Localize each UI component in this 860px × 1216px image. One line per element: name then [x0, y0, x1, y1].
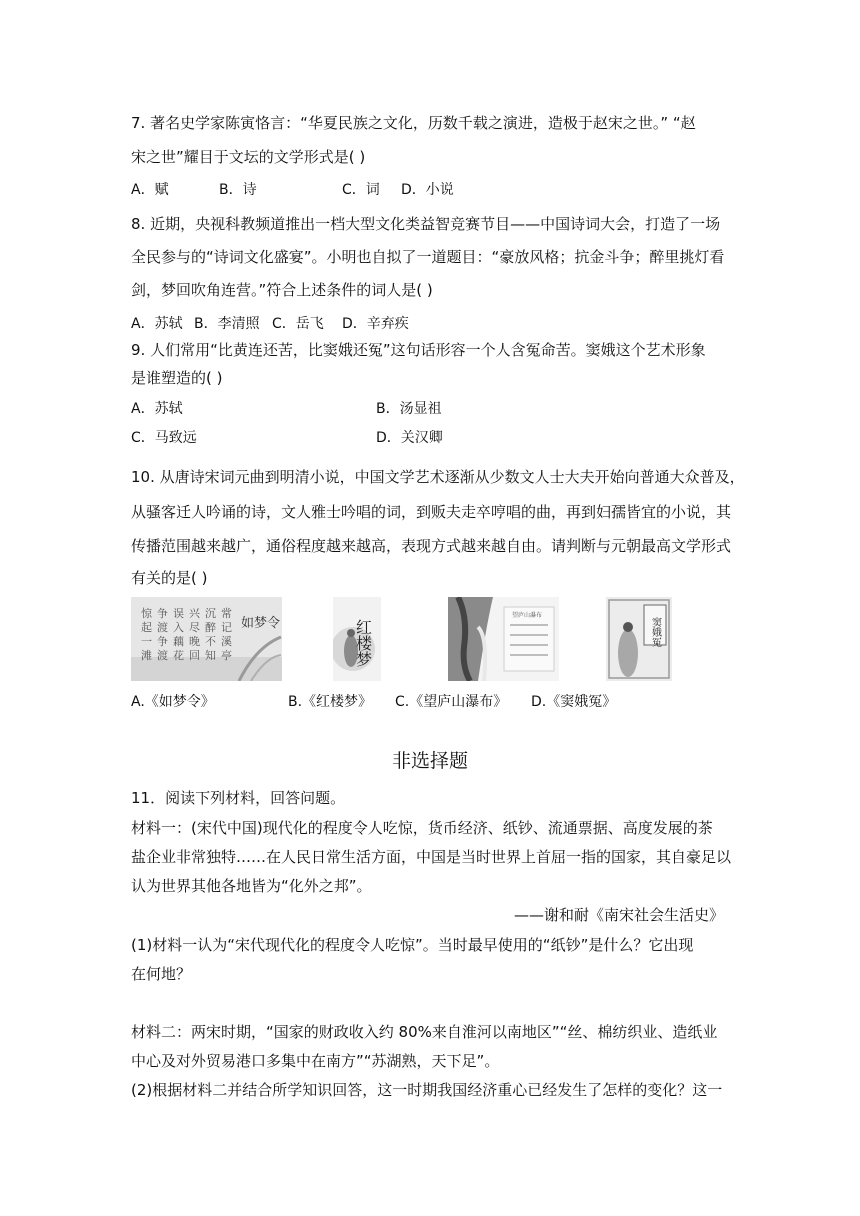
q8-option-c: C．岳飞 — [272, 316, 324, 332]
q10-stem-line3: 传播范围越来越广，通俗程度越来越高，表现方式越来越自由。请判断与元朝最高文学形式 — [131, 537, 732, 555]
svg-text:兴: 兴 — [189, 607, 200, 620]
svg-text:醉: 醉 — [205, 621, 216, 634]
rumengling-image — [131, 597, 282, 681]
q11-sub1-line2: 在何地？ — [131, 965, 192, 983]
svg-text:惊: 惊 — [141, 607, 152, 620]
q11-material1-source: ——谢和耐《南宋社会生活史》 — [513, 906, 724, 924]
svg-text:常: 常 — [221, 607, 232, 620]
svg-text:争: 争 — [157, 635, 168, 648]
q9-stem-line2: 是谁塑造的( ) — [131, 369, 223, 387]
q11-sub1-line1: (1)材料一认为“宋代现代化的程度令人吃惊”。当时最早使用的“纸钞”是什么？它出现 — [131, 936, 694, 954]
q8-option-b: B．李清照 — [194, 316, 260, 332]
svg-text:一: 一 — [141, 635, 152, 648]
svg-text:藕: 藕 — [173, 635, 184, 648]
svg-text:渡: 渡 — [157, 649, 168, 662]
q11-material1-line1: 材料一：(宋代中国)现代化的程度令人吃惊，货币经济、纸钞、流通票据、高度发展的茶 — [131, 819, 713, 837]
svg-text:回: 回 — [189, 649, 200, 662]
q10-stem-line2: 从骚客迁人吟诵的诗，文人雅士吟唱的词，到贩夫走卒哼唱的曲，再到妇孺皆宜的小说，其 — [131, 503, 732, 521]
q7-stem-line2: 宋之世”耀目于文坛的文学形式是( ) — [131, 148, 366, 166]
svg-text:沉: 沉 — [205, 607, 216, 620]
q7-stem-line1: 7. 著名史学家陈寅恪言：“华夏民族之文化，历数千载之演进，造极于赵宋之世。” “赵 — [131, 114, 696, 132]
q9-option-d: D．关汉卿 — [376, 430, 443, 446]
q11-material1-line2: 盐企业非常独特……在人民日常生活方面，中国是当时世界上首屈一指的国家，其自豪足以 — [131, 848, 732, 866]
q8-stem-line1: 8. 近期，央视科教频道推出一档大型文化类益智竞赛节目——中国诗词大会，打造了一场 — [131, 215, 721, 233]
svg-text:误: 误 — [173, 607, 184, 620]
svg-text:不: 不 — [205, 635, 216, 648]
q7-option-c: C．词 — [342, 182, 380, 198]
q11-material2-line1: 材料二：两宋时期，“国家的财政收入约 80%来自淮河以南地区”“丝、棉纺织业、造纸业 — [131, 1023, 718, 1041]
svg-text:记: 记 — [221, 621, 232, 634]
svg-text:花: 花 — [173, 649, 184, 662]
svg-text:晚: 晚 — [189, 635, 200, 648]
svg-text:滩: 滩 — [141, 649, 152, 662]
q10-stem-line1: 10. 从唐诗宋词元曲到明清小说，中国文学艺术逐渐从少数文人士大夫开始向普通大众普及， — [131, 468, 745, 486]
q9-option-c: C．马致远 — [131, 430, 197, 446]
dou-e-yuan-title-text: 窦娥冤 — [649, 617, 661, 647]
q8-option-a: A．苏轼 — [131, 316, 183, 332]
svg-text:亭: 亭 — [221, 649, 232, 662]
q7-option-d: D．小说 — [401, 182, 454, 198]
q11-sub2-line1: (2)根据材料二并结合所学知识回答，这一时期我国经济重心已经发生了怎样的变化？这一 — [131, 1081, 723, 1099]
rumengling-title-text: 如梦令 — [241, 616, 281, 631]
q11-material2-line2: 中心及对外贸易港口多集中在南方”“苏湖熟，天下足”。 — [131, 1052, 500, 1070]
svg-text:溪: 溪 — [221, 635, 232, 648]
q7-option-a: A．赋 — [131, 182, 169, 198]
q11-intro: 11．阅读下列材料，回答问题。 — [131, 789, 346, 807]
q9-stem-line1: 9. 人们常用“比黄连还苦，比窦娥还冤”这句话形容一个人含冤命苦。窦娥这个艺术形象 — [131, 341, 706, 359]
svg-text:渡: 渡 — [157, 621, 168, 634]
q10-stem-line4: 有关的是( ) — [131, 569, 208, 587]
q8-stem-line3: 剑，梦回吹角连营。”符合上述条件的词人是( ) — [131, 281, 433, 299]
q9-option-b: B．汤显祖 — [376, 401, 442, 417]
svg-text:知: 知 — [205, 649, 216, 662]
hongloumeng-title-text: 红楼梦 — [353, 619, 373, 667]
q9-option-a: A．苏轼 — [131, 401, 183, 417]
q7-option-b: B．诗 — [219, 182, 257, 198]
hongloumeng-image — [333, 597, 381, 681]
svg-text:尽: 尽 — [189, 621, 200, 634]
q8-stem-line2: 全民参与的“诗词文化盛宴”。小明也自拟了一道题目：“豪放风格；抗金斗争；醉里挑灯看 — [131, 248, 725, 266]
q10-option-d: D.《窦娥冤》 — [531, 694, 617, 710]
q10-option-b: B.《红楼梦》 — [288, 694, 373, 710]
wanglushan-image — [448, 597, 559, 681]
svg-text:起: 起 — [141, 621, 152, 634]
q10-option-c: C.《望庐山瀑布》 — [395, 694, 508, 710]
q8-option-d: D．辛弃疾 — [342, 316, 409, 332]
svg-text:争: 争 — [157, 607, 168, 620]
wanglushan-title-text: 望庐山瀑布 — [512, 612, 543, 619]
q11-material1-line3: 认为世界其他各地皆为“化外之邦”。 — [131, 877, 372, 895]
q10-option-a: A.《如梦令》 — [131, 694, 215, 710]
section-title: 非选择题 — [391, 750, 468, 772]
dou-e-yuan-image — [606, 597, 672, 681]
svg-text:入: 入 — [173, 621, 184, 634]
